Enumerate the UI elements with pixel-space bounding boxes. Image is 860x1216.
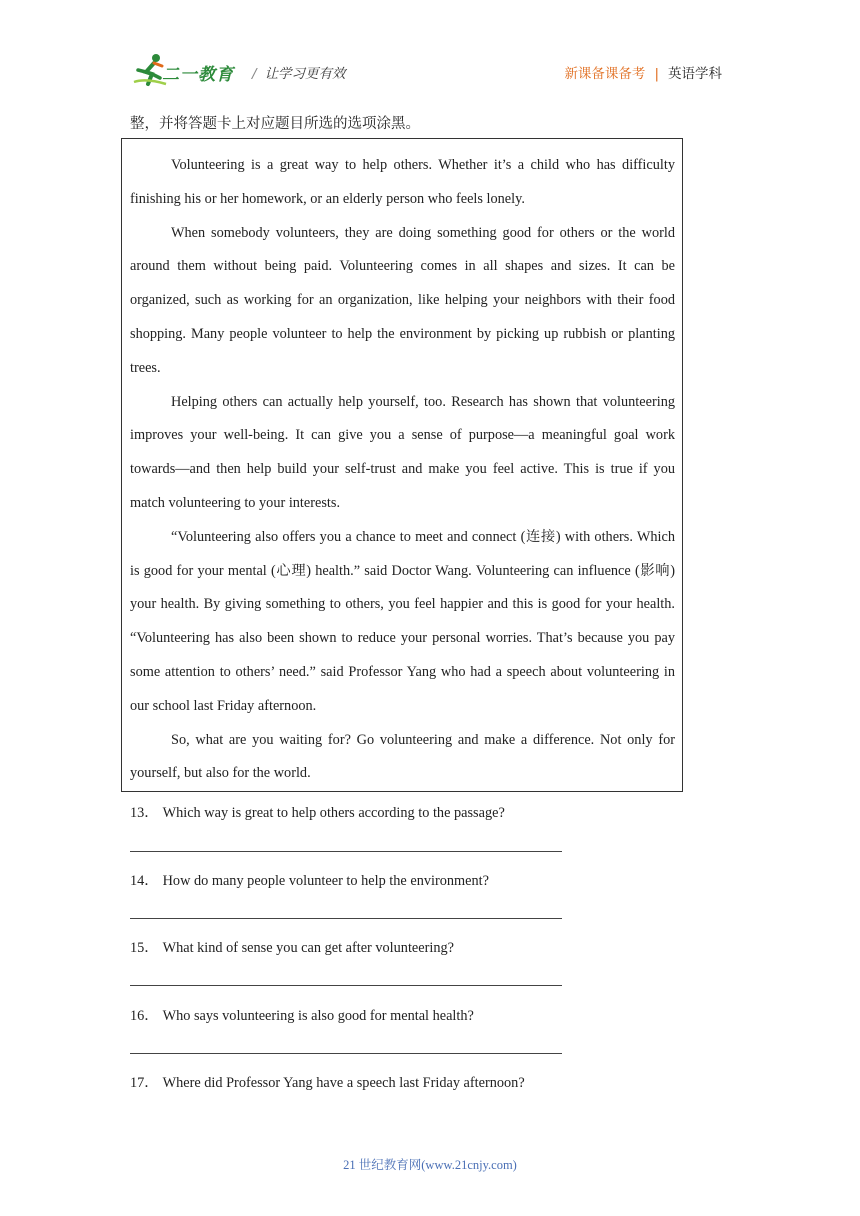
reading-passage (121, 138, 683, 792)
passage-paragraph: So, what are you waiting for? Go volunteering and make a difference. Not only for yourself, but also for the world. (130, 731, 675, 782)
question-text: Where did Professor Yang have a speech last Friday afternoon? (162, 1075, 525, 1091)
question-text: Who says volunteering is also good for mental health? (162, 1008, 474, 1024)
question-text: How do many people volunteer to help the environment? (162, 873, 489, 889)
question-15 (130, 937, 454, 957)
question-text: What kind of sense you can get after volunteering? (162, 940, 454, 956)
page-footer: 21 世纪教育网(www.21cnjy.com) (343, 1158, 517, 1172)
question-number: 15． (130, 940, 159, 956)
answer-line-15[interactable] (130, 985, 562, 986)
slogan-text: 让学习更有效 (264, 66, 346, 82)
question-14 (130, 870, 489, 890)
passage-paragraph: Volunteering is a great way to help others. Whether it’s a child who has difficulty finishing his or her homework, or an elderly person who feels lonely. (130, 157, 675, 207)
header-separator: | (654, 66, 659, 82)
logo-text: 二一教育 (162, 65, 234, 85)
passage-paragraph: Helping others can actually help yourself, too. Research has shown that volunteering improves your well-being. It can give you a sense of purpose—a meaningful goal work towards—and then help build your self-trust and make you feel active. This is true if you match volunteering to your interests. (130, 393, 675, 511)
question-number: 16． (130, 1008, 159, 1024)
header-highlight: 新课备课备考 (564, 66, 646, 82)
answer-line-13[interactable] (130, 851, 562, 852)
passage-paragraph: “Volunteering also offers you a chance to meet and connect (连接) with others. Which is good for your mental (心理) health.” said Doctor Wang. Volunteering can influence (影响) your health. By giving something to others, you feel happier and this is good for your health. “Volunteering has also been shown to reduce your personal worries. That’s because you pay some attention to others’ need.” said Professor Yang who had a speech about volunteering in our school last Friday afternoon. (130, 528, 675, 714)
answer-line-14[interactable] (130, 918, 562, 919)
question-13 (130, 802, 505, 822)
answer-line-16[interactable] (130, 1053, 562, 1054)
instruction-text: 整，并将答题卡上对应题目所选的选项涂黑。 (130, 116, 420, 132)
question-16 (130, 1005, 474, 1025)
question-number: 14． (130, 873, 159, 889)
question-text: Which way is great to help others according to the passage? (162, 805, 505, 821)
question-number: 13． (130, 805, 159, 821)
page-header (0, 0, 860, 100)
question-17 (130, 1072, 525, 1092)
header-slogan (252, 62, 346, 82)
slogan-separator: / (252, 66, 257, 82)
question-number: 17． (130, 1075, 159, 1091)
brand-logo (132, 52, 242, 90)
header-right (564, 62, 722, 82)
passage-paragraph: When somebody volunteers, they are doing something good for others or the world around them without being paid. Volunteering comes in all shapes and sizes. It can be organized, such as working for an organization, like helping your neighbors with their food shopping. Many people volunteer to help the environment by picking up rubbish or planting trees. (130, 224, 675, 376)
header-subject: 英语学科 (668, 66, 722, 82)
